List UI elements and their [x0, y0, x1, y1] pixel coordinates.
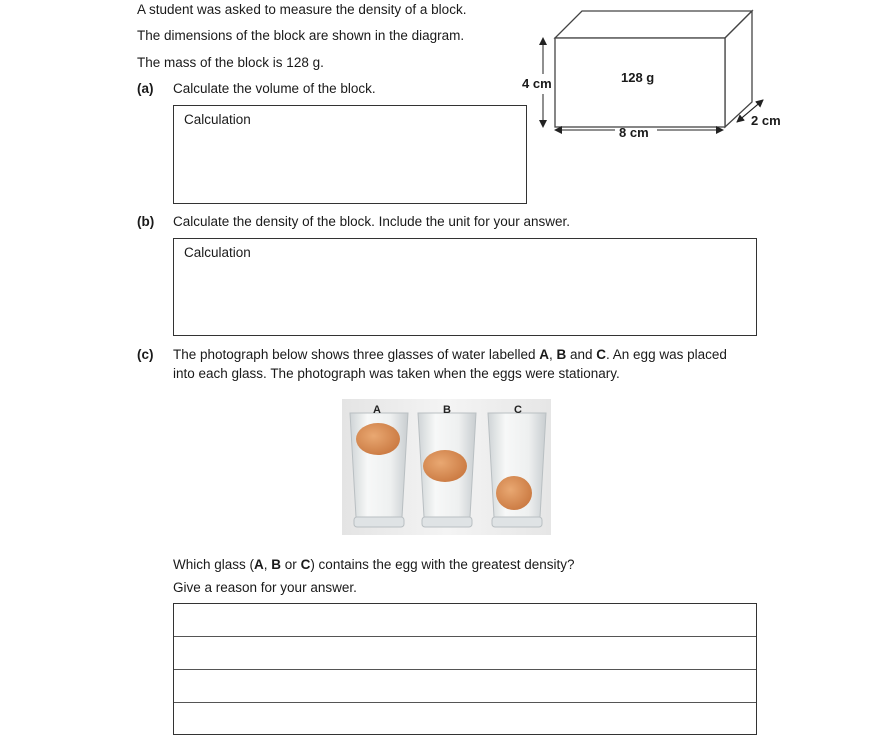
block-diagram: [515, 4, 795, 144]
block-mass-label: 128 g: [621, 70, 655, 85]
egg-c: [496, 476, 532, 510]
part-a-label: (a): [137, 81, 154, 96]
photo-label-b: B: [443, 404, 451, 416]
photo-label-a: A: [373, 404, 381, 416]
part-a-question: Calculate the volume of the block.: [173, 81, 376, 96]
part-b-label: (b): [137, 214, 155, 229]
glass-a: [350, 413, 408, 527]
part-c-intro-line-2: into each glass. The photograph was taken when the eggs were stationary.: [173, 366, 620, 381]
part-c-label: (c): [137, 347, 154, 362]
intro-line-1: A student was asked to measure the density of a block.: [137, 2, 467, 17]
answer-line: [174, 669, 756, 670]
photo-label-c: C: [514, 404, 522, 416]
glass-c: [488, 413, 546, 527]
part-b-answer-box[interactable]: [173, 238, 757, 336]
glasses-photo: [342, 399, 551, 535]
answer-line: [174, 636, 756, 637]
intro-line-3: The mass of the block is 128 g.: [137, 55, 324, 70]
part-b-question: Calculate the density of the block. Include the unit for your answer.: [173, 214, 570, 229]
part-a-box-caption: Calculation: [184, 112, 251, 127]
part-c-answer-box[interactable]: [173, 603, 757, 735]
part-b-box-caption: Calculation: [184, 245, 251, 260]
length-label: 8 cm: [619, 125, 649, 140]
depth-label: 2 cm: [751, 113, 781, 128]
glass-b: [418, 413, 476, 527]
part-c-intro-line-1: The photograph below shows three glasses of water labelled A, B and C. An egg was placed: [173, 347, 727, 362]
egg-b: [423, 450, 467, 482]
part-a-answer-box[interactable]: [173, 105, 527, 204]
intro-line-2: The dimensions of the block are shown in the diagram.: [137, 28, 465, 43]
egg-a: [356, 423, 400, 455]
block-top-face: [555, 11, 752, 38]
part-c-reason: Give a reason for your answer.: [173, 580, 357, 595]
part-c-question: Which glass (A, B or C) contains the egg with the greatest density?: [173, 557, 575, 572]
height-label: 4 cm: [522, 76, 552, 91]
answer-line: [174, 702, 756, 703]
